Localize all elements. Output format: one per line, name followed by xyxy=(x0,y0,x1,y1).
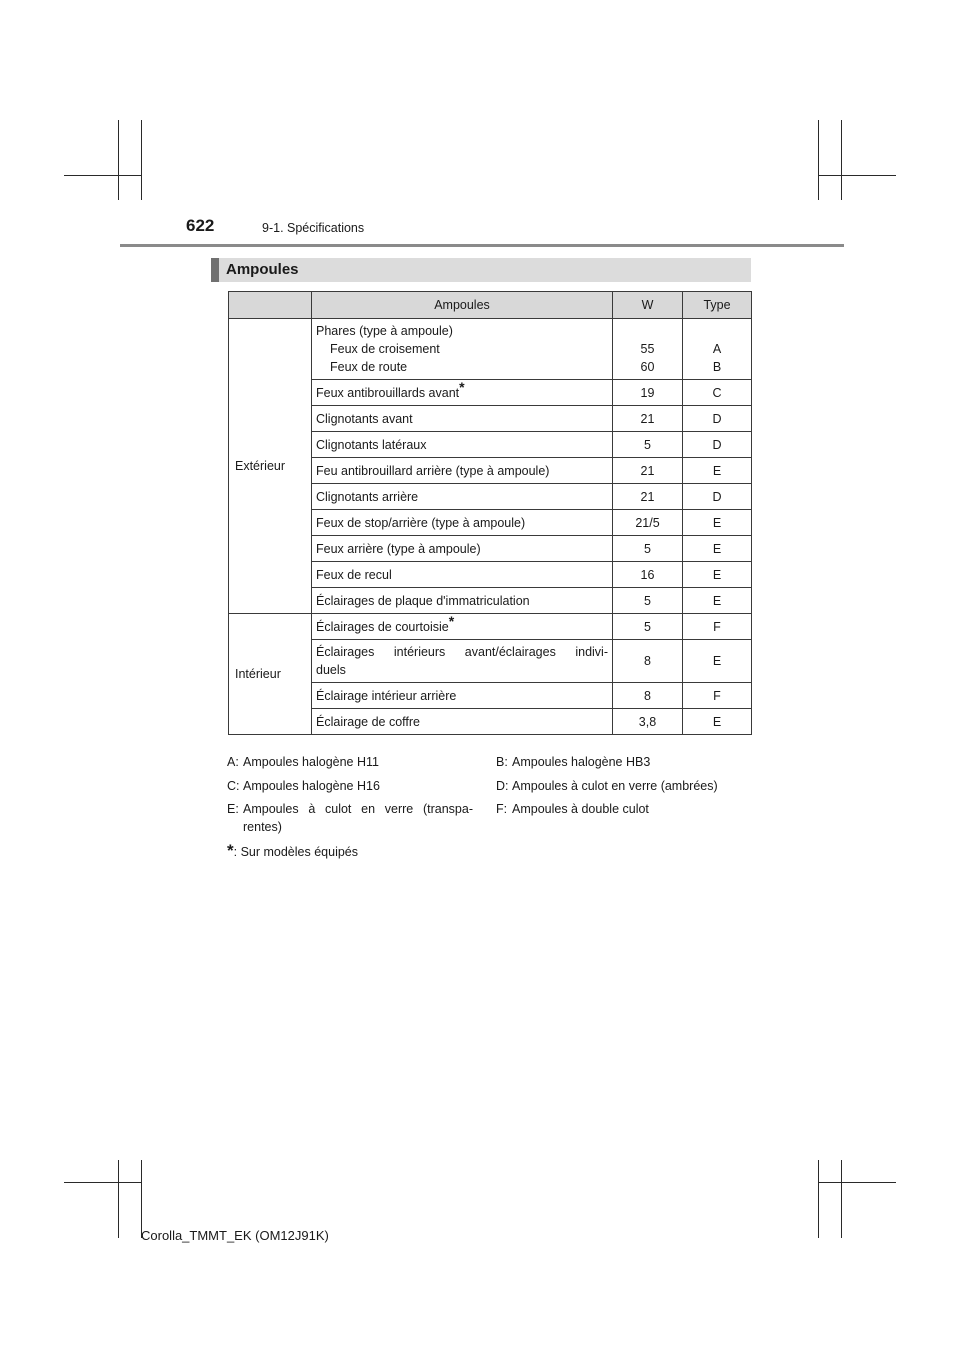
watt-value: 21/5 xyxy=(613,510,683,536)
header-empty xyxy=(229,292,312,319)
crop-mark xyxy=(141,120,142,200)
row-label-line: duels xyxy=(316,663,346,677)
legend-item xyxy=(496,777,718,795)
type-value: F xyxy=(683,683,752,709)
watt-value: 21 xyxy=(613,406,683,432)
type-value: E xyxy=(683,562,752,588)
category-exterior: Extérieur xyxy=(229,319,312,614)
crop-mark xyxy=(64,1182,141,1183)
watt-value: 60 xyxy=(640,360,655,374)
type-value: A xyxy=(712,342,722,356)
legend-text: Ampoules halogène H11 xyxy=(243,755,379,769)
crop-mark xyxy=(818,175,896,176)
legend-item xyxy=(496,800,649,818)
footnote-star: * xyxy=(448,613,455,629)
row-label xyxy=(312,640,613,683)
legend-key: E: xyxy=(227,802,239,816)
type-value: E xyxy=(683,510,752,536)
row-label: Feux de stop/arrière (type à ampoule) xyxy=(312,510,613,536)
watt-value: 55 xyxy=(640,342,655,356)
type-value: E xyxy=(683,536,752,562)
row-label-line: Éclairages intérieurs avant/éclairages indivi- xyxy=(316,645,608,659)
table-header-row xyxy=(229,292,752,319)
row-label: Clignotants arrière xyxy=(312,484,613,510)
legend-key: C: xyxy=(227,779,240,793)
section-label: 9-1. Spécifications xyxy=(262,221,365,235)
crop-mark xyxy=(118,120,119,200)
legend-text: Ampoules à culot en verre (ambrées) xyxy=(512,779,718,793)
row-label: Feux de recul xyxy=(312,562,613,588)
crop-mark xyxy=(818,1182,896,1183)
headlamp-label: Phares (type à ampoule) xyxy=(316,324,453,338)
footer-doc-id: Corolla_TMMT_EK (OM12J91K) xyxy=(141,1228,329,1243)
footnote xyxy=(227,842,358,861)
watt-value: 5 xyxy=(613,536,683,562)
row-label xyxy=(312,614,613,640)
watt-cell xyxy=(613,319,683,380)
footnote-star: * xyxy=(227,841,234,860)
table-row xyxy=(229,319,752,380)
legend-text: Ampoules à double culot xyxy=(512,802,649,816)
row-label: Clignotants latéraux xyxy=(312,432,613,458)
type-value: D xyxy=(683,406,752,432)
type-value: C xyxy=(683,380,752,406)
heading-marker xyxy=(211,258,219,282)
watt-value: 8 xyxy=(613,683,683,709)
row-label: Feu antibrouillard arrière (type à ampoule) xyxy=(312,458,613,484)
crop-mark xyxy=(818,1160,819,1238)
header-type: Type xyxy=(683,292,752,319)
type-cell xyxy=(683,319,752,380)
row-label: Éclairages de plaque d'immatriculation xyxy=(312,588,613,614)
header-rule xyxy=(120,244,844,247)
legend-text: rentes) xyxy=(243,820,282,834)
type-value: D xyxy=(683,432,752,458)
row-label: Clignotants avant xyxy=(312,406,613,432)
legend-key: A: xyxy=(227,755,239,769)
watt-value: 21 xyxy=(613,484,683,510)
type-value: B xyxy=(712,360,722,374)
row-label-text: Feux antibrouillards avant xyxy=(316,385,460,400)
crop-mark xyxy=(141,1160,142,1238)
crop-mark xyxy=(841,120,842,200)
type-value: E xyxy=(683,709,752,735)
type-value: F xyxy=(683,614,752,640)
watt-value: 16 xyxy=(613,562,683,588)
crop-mark xyxy=(64,175,141,176)
type-value: D xyxy=(683,484,752,510)
watt-value: 5 xyxy=(613,614,683,640)
low-beam-label: Feux de croisement xyxy=(330,342,440,356)
section-title: Ampoules xyxy=(226,261,299,278)
row-label xyxy=(312,319,613,380)
watt-value: 5 xyxy=(613,588,683,614)
legend-text: Ampoules halogène HB3 xyxy=(512,755,651,769)
crop-mark xyxy=(118,1160,119,1238)
watt-value: 21 xyxy=(613,458,683,484)
type-value: E xyxy=(683,640,752,683)
legend-item xyxy=(227,800,473,836)
page-number: 622 xyxy=(186,216,215,235)
category-interior: Intérieur xyxy=(229,614,312,735)
watt-value: 3,8 xyxy=(613,709,683,735)
bulbs-table xyxy=(228,291,752,735)
legend-key: B: xyxy=(496,755,508,769)
legend-text: Ampoules à culot en verre (transpa- xyxy=(243,802,473,816)
row-label: Feux arrière (type à ampoule) xyxy=(312,536,613,562)
watt-value: 5 xyxy=(613,432,683,458)
crop-mark xyxy=(841,1160,842,1238)
watt-value: 8 xyxy=(613,640,683,683)
row-label: Éclairage intérieur arrière xyxy=(312,683,613,709)
legend-item xyxy=(496,753,650,771)
row-label: Éclairage de coffre xyxy=(312,709,613,735)
section-heading-band xyxy=(211,258,751,282)
type-value: E xyxy=(683,458,752,484)
header-bulbs: Ampoules xyxy=(312,292,613,319)
crop-mark xyxy=(818,120,819,200)
watt-value: 19 xyxy=(613,380,683,406)
high-beam-label: Feux de route xyxy=(330,360,408,374)
row-label xyxy=(312,380,613,406)
footnote-star: * xyxy=(459,379,465,395)
footnote-text: : Sur modèles équipés xyxy=(233,845,359,859)
legend-item xyxy=(227,777,380,795)
legend-key: D: xyxy=(496,779,509,793)
legend-item xyxy=(227,753,379,771)
type-value: E xyxy=(683,588,752,614)
legend-text: Ampoules halogène H16 xyxy=(243,779,380,793)
table-row xyxy=(229,614,752,640)
legend-key: F: xyxy=(496,802,508,816)
header-watts: W xyxy=(613,292,683,319)
row-label-text: Éclairages de courtoisie xyxy=(316,619,449,634)
